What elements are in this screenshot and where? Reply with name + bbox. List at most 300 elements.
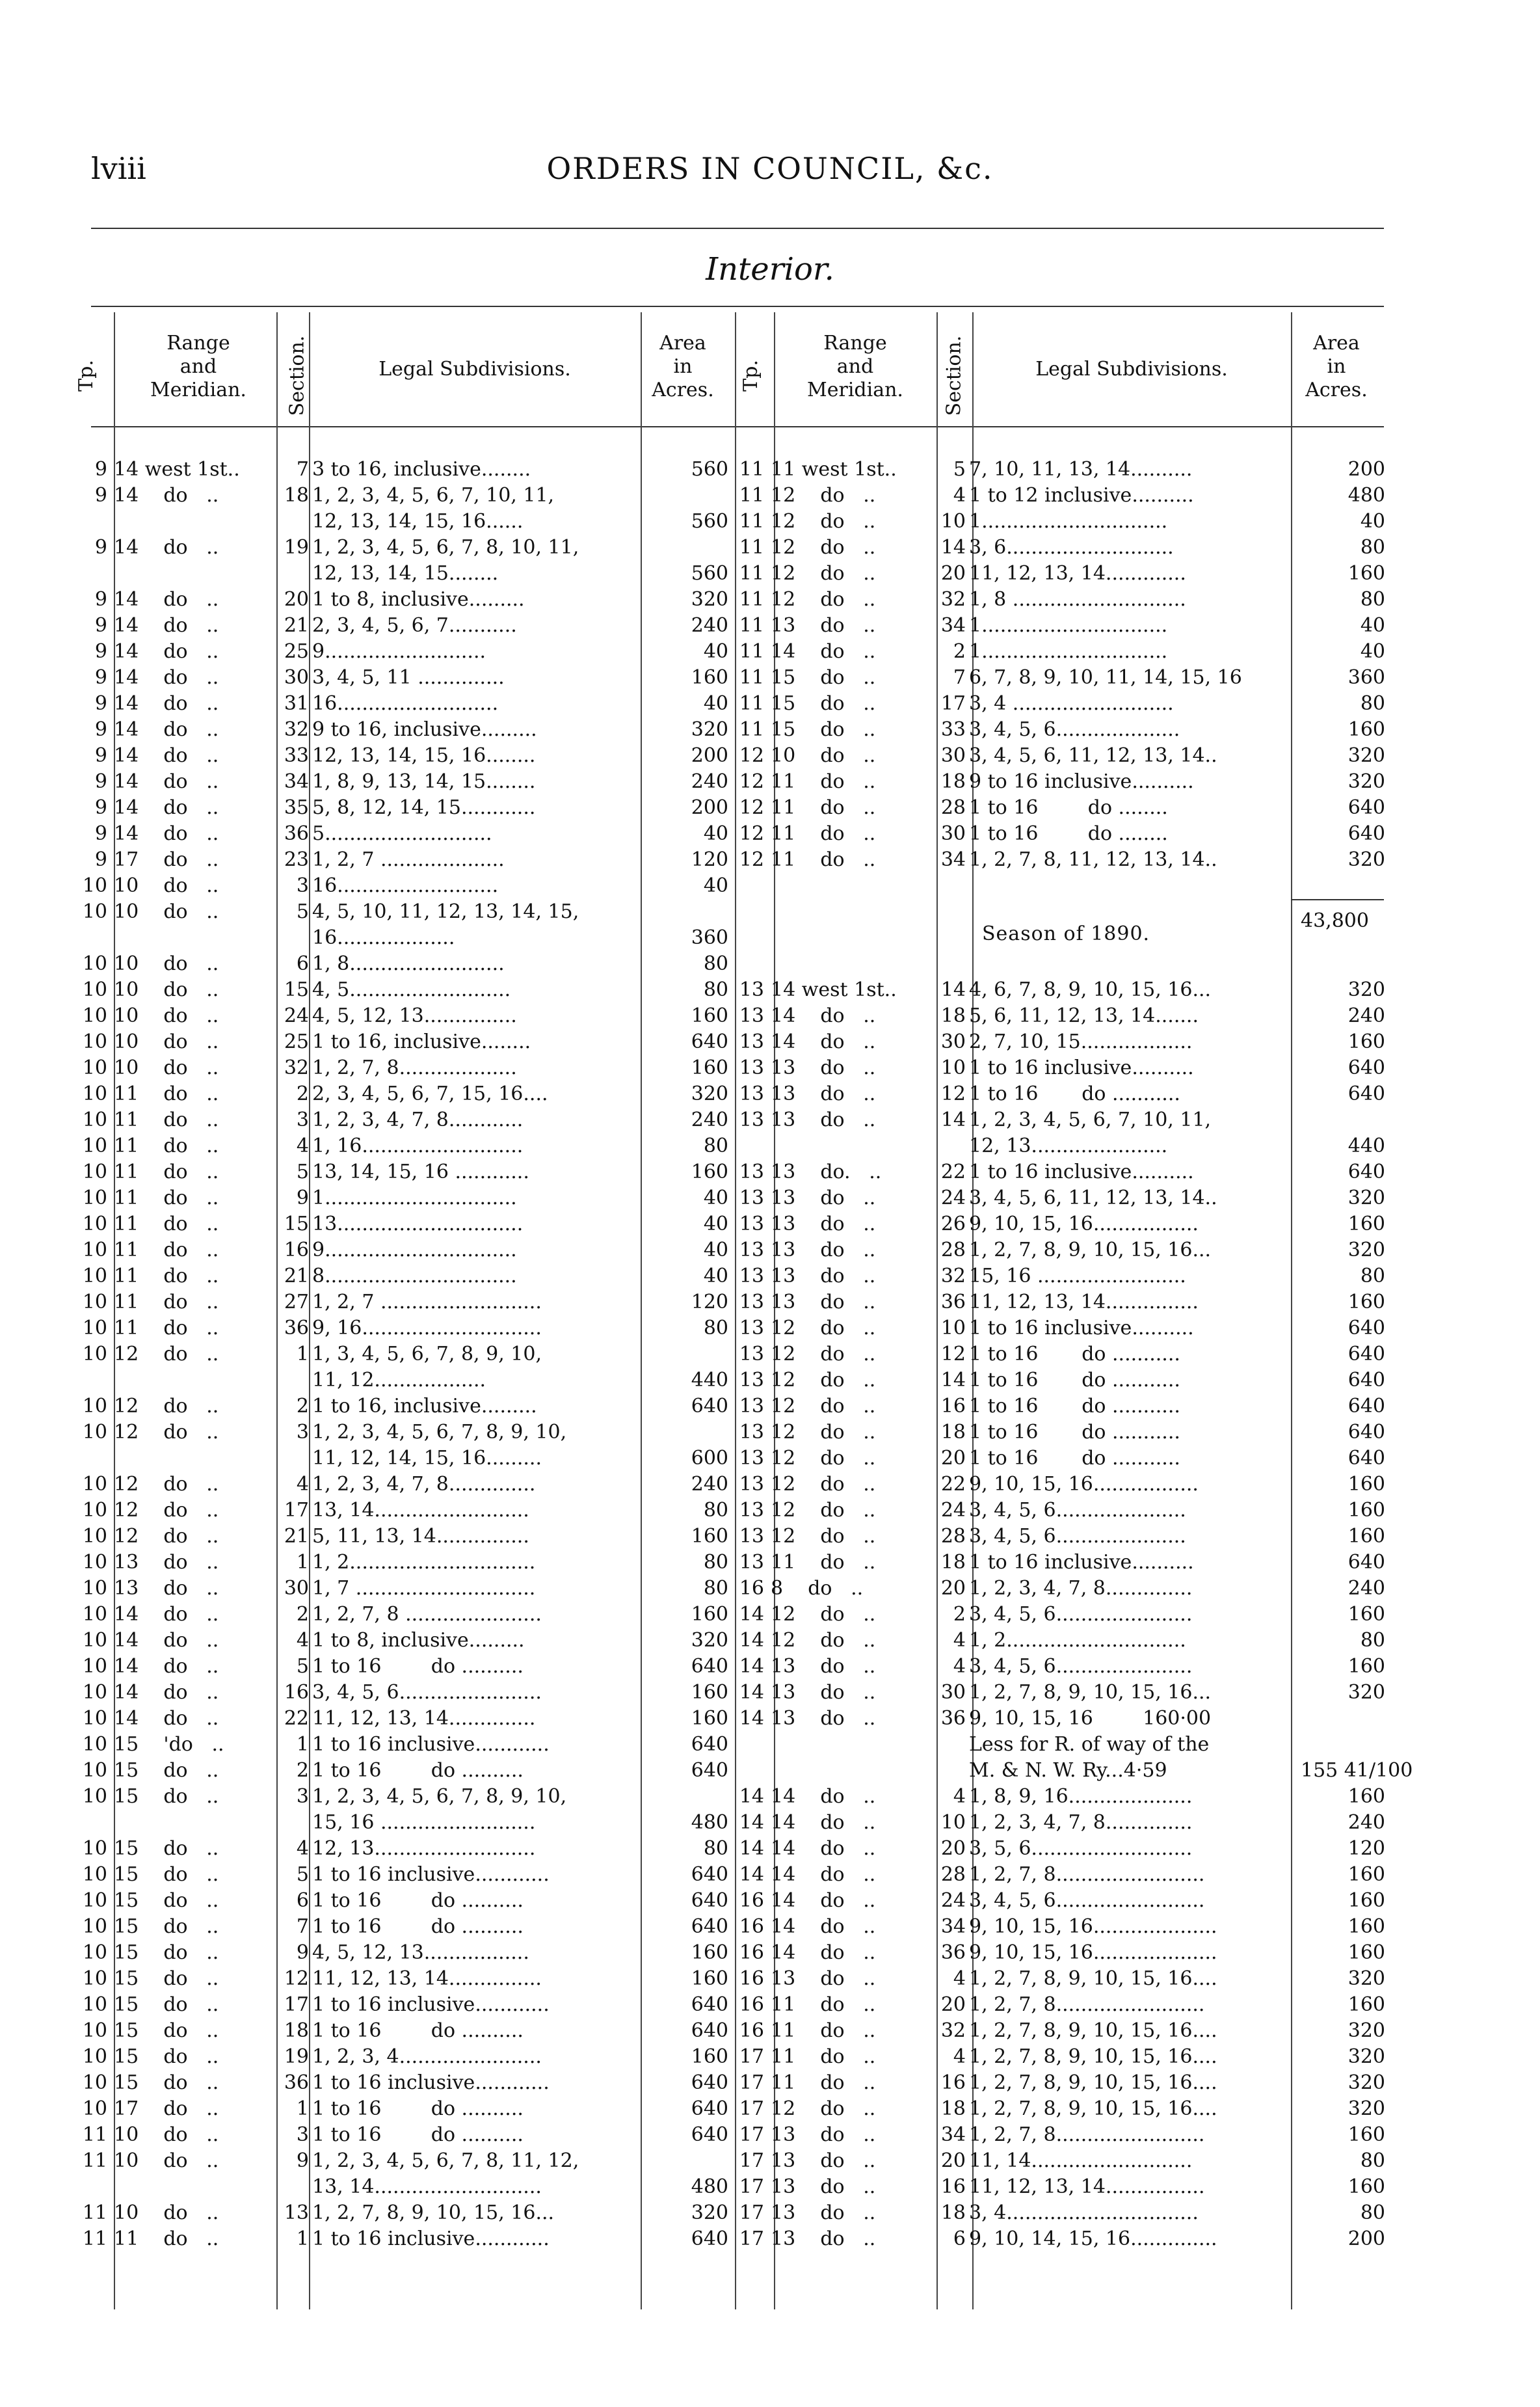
legal-subdivisions-cell: 2, 7, 10, 15.................. <box>969 1030 1193 1053</box>
area-cell: 40 <box>1360 640 1385 663</box>
tp-cell: 11 <box>739 536 764 559</box>
legal-subdivisions-cell: 1 to 16 do .......... <box>312 1889 524 1912</box>
legal-subdivisions-cell: 4, 5.......................... <box>312 978 511 1001</box>
range-cell: 15 do .. <box>771 666 876 689</box>
area-cell: 40 <box>703 1239 728 1261</box>
tp-cell: 16 <box>739 1941 764 1964</box>
range-cell: 15 do .. <box>114 1863 219 1886</box>
tp-cell: 9 <box>94 718 107 741</box>
range-cell: 12 do .. <box>771 1603 876 1626</box>
range-cell: 10 do .. <box>114 2149 219 2172</box>
range-cell: 11 do .. <box>114 1291 219 1313</box>
section-cell: 4 <box>296 1135 309 1157</box>
table-row <box>741 1341 1385 1367</box>
area-cell: 640 <box>1348 1447 1385 1470</box>
range-cell: 14 do .. <box>114 1629 219 1652</box>
range-cell: 14 do .. <box>771 640 876 663</box>
range-cell: 15 do .. <box>114 1837 219 1860</box>
area-cell: 640 <box>1348 796 1385 819</box>
section-cell: 22 <box>940 1473 966 1496</box>
section-cell: 4 <box>953 1967 966 1990</box>
tp-cell: 10 <box>82 1343 107 1365</box>
table-row <box>82 1966 728 1992</box>
area-cell: 160 <box>1348 1473 1385 1496</box>
table-row <box>82 1940 728 1966</box>
tp-cell: 11 <box>82 2123 107 2146</box>
table-row <box>741 1211 1385 1237</box>
legal-subdivisions-cell: 1, 2, 7, 8, 9, 10, 15, 16.... <box>969 2019 1217 2042</box>
area-cell: 80 <box>703 952 728 975</box>
area-cell: 640 <box>691 1030 728 1053</box>
legal-subdivisions-cell: 1, 2............................. <box>969 1629 1186 1652</box>
range-cell: 13 do .. <box>771 2123 876 2146</box>
legal-subdivisions-cell: 3, 4............................... <box>969 2201 1199 2224</box>
area-cell: 160 <box>691 1525 728 1548</box>
section-cell: 5 <box>296 1161 309 1183</box>
table-row <box>741 1393 1385 1419</box>
legal-subdivisions-cell: 1, 2, 3, 4, 5, 6, 7, 8, 10, 11, 12, 13, 14, 15........ <box>312 536 579 585</box>
range-cell: 14 do .. <box>114 484 219 507</box>
tp-cell: 10 <box>82 1785 107 1808</box>
table-row <box>741 2018 1385 2044</box>
table-row <box>741 587 1385 613</box>
range-cell: 11 do .. <box>771 822 876 845</box>
tp-cell: 13 <box>739 978 764 1001</box>
table-row <box>85 535 728 587</box>
table-row <box>82 1550 728 1576</box>
range-cell: 10 do .. <box>114 1056 219 1079</box>
table-row <box>741 2226 1385 2252</box>
right-header-area: Area in Acres. <box>1305 332 1368 401</box>
area-cell: 240 <box>1348 1811 1385 1834</box>
range-cell: 13 do .. <box>114 1551 219 1574</box>
section-cell: 25 <box>284 1030 309 1053</box>
range-cell: 11 do .. <box>114 1213 219 1235</box>
range-cell: 14 do .. <box>771 1030 876 1053</box>
area-cell: 80 <box>1360 2149 1385 2172</box>
section-cell: 28 <box>940 796 966 819</box>
section-cell: 30 <box>940 1030 966 1053</box>
area-cell: 640 <box>691 1863 728 1886</box>
area-cell: 160 <box>1348 2123 1385 2146</box>
table-row <box>741 665 1385 691</box>
area-cell: 320 <box>1348 1967 1385 1990</box>
section-cell: 4 <box>296 1473 309 1496</box>
range-cell: 14 do .. <box>114 796 219 819</box>
area-cell: 360 <box>1348 666 1385 689</box>
area-cell: 40 <box>703 1265 728 1287</box>
range-cell: 12 do .. <box>771 510 876 533</box>
legal-subdivisions-cell: 9, 10, 15, 16.................... <box>969 1915 1217 1938</box>
table-row <box>741 1029 1385 1055</box>
tp-cell: 16 <box>739 1967 764 1990</box>
table-row <box>82 1680 728 1706</box>
tp-cell: 10 <box>82 1707 107 1730</box>
table-row <box>741 1367 1385 1393</box>
area-cell: 640 <box>691 2071 728 2094</box>
area-cell: 320 <box>1348 2019 1385 2042</box>
range-cell: 10 do .. <box>114 2201 219 2224</box>
table-header-rule <box>91 426 1384 427</box>
table-row <box>741 1055 1385 1081</box>
range-cell: 14 do .. <box>114 1707 219 1730</box>
table-row <box>741 1081 1385 1107</box>
tp-cell: 17 <box>739 2045 764 2068</box>
header-rule <box>91 228 1384 229</box>
area-cell: 640 <box>691 1759 728 1782</box>
area-cell: 640 <box>1348 1421 1385 1444</box>
legal-subdivisions-cell: 16.......................... <box>312 692 499 715</box>
legal-subdivisions-cell: 1, 7 ............................. <box>312 1577 536 1600</box>
range-cell: 13 do. .. <box>771 1161 882 1183</box>
legal-subdivisions-cell: 1 to 16 inclusive............ <box>312 1733 550 1756</box>
table-row <box>82 1211 728 1237</box>
legal-subdivisions-cell: 1, 2, 3, 4, 7, 8.............. <box>312 1473 536 1496</box>
legal-subdivisions-cell: 11, 12, 13, 14............. <box>969 562 1186 585</box>
table-row <box>85 717 728 743</box>
legal-subdivisions-cell: 1 to 16 inclusive............ <box>312 2071 550 2094</box>
section-cell: 18 <box>284 484 309 507</box>
legal-subdivisions-cell: 9, 10, 14, 15, 16.............. <box>969 2227 1217 2250</box>
area-cell: 120 <box>691 848 728 871</box>
section-cell: 4 <box>953 1785 966 1808</box>
legal-subdivisions-cell: 1 to 16 inclusive............ <box>312 2227 550 2250</box>
right-header-tp: Tp. <box>739 360 762 392</box>
range-cell: 11 do .. <box>114 1317 219 1339</box>
tp-cell: 11 <box>739 562 764 585</box>
area-cell: 600 <box>691 1447 728 1470</box>
table-row <box>741 795 1385 821</box>
legal-subdivisions-cell: 3, 5, 6.......................... <box>969 1837 1193 1860</box>
tp-cell: 10 <box>82 2019 107 2042</box>
table-row <box>82 1628 728 1654</box>
area-cell: 160 <box>1348 1213 1385 1235</box>
legal-subdivisions-cell: 1 to 16 inclusive.......... <box>969 1551 1194 1574</box>
range-cell: 15 do .. <box>114 1889 219 1912</box>
legal-subdivisions-cell: 3, 4 .......................... <box>969 692 1174 715</box>
range-cell: 11 do .. <box>771 2045 876 2068</box>
legal-subdivisions-cell: 7, 10, 11, 13, 14.......... <box>969 458 1193 481</box>
table-row <box>82 1315 728 1341</box>
section-cell: 34 <box>284 770 309 793</box>
legal-subdivisions-cell: 8............................... <box>312 1265 517 1287</box>
section-cell: 16 <box>940 2175 966 2198</box>
section-cell: 24 <box>940 1499 966 1522</box>
left-header-tp: Tp. <box>74 360 98 392</box>
area-cell: 160 <box>1348 1941 1385 1964</box>
tp-cell: 14 <box>739 1837 764 1860</box>
table-row <box>741 1446 1385 1472</box>
table-row <box>82 1836 728 1862</box>
legal-subdivisions-cell: 4, 5, 12, 13................. <box>312 1941 529 1964</box>
area-cell: 320 <box>691 718 728 741</box>
tp-cell: 10 <box>82 1317 107 1339</box>
area-cell: 240 <box>1348 1004 1385 1027</box>
section-cell: 34 <box>940 1915 966 1938</box>
table-row <box>741 1784 1385 1810</box>
range-cell: 14 do .. <box>114 666 219 689</box>
table-row <box>82 1185 728 1211</box>
tp-cell: 14 <box>739 1811 764 1834</box>
tp-cell: 9 <box>94 666 107 689</box>
table-row <box>741 1602 1385 1628</box>
range-cell: 14 do .. <box>114 744 219 767</box>
section-cell: 30 <box>940 744 966 767</box>
legal-subdivisions-cell: 12, 13.......................... <box>312 1837 536 1860</box>
table-row <box>82 1472 728 1498</box>
legal-subdivisions-cell: 1, 2, 7, 8, 11, 12, 13, 14.. <box>969 848 1217 871</box>
section-cell: 1 <box>296 2227 309 2250</box>
range-cell: 13 do .. <box>771 1187 876 1209</box>
table-row <box>85 457 728 483</box>
table-row <box>741 1289 1385 1315</box>
table-row <box>82 1341 728 1393</box>
area-cell: 640 <box>1348 1317 1385 1339</box>
range-cell: 11 do .. <box>771 1551 876 1574</box>
table-row <box>741 769 1385 795</box>
legal-subdivisions-cell: 1, 8 ............................ <box>969 588 1186 611</box>
section-cell: 34 <box>940 848 966 871</box>
table-row <box>82 1289 728 1315</box>
tp-cell: 13 <box>739 1239 764 1261</box>
legal-subdivisions-cell: 1, 2, 3, 4, 5, 6, 7, 10, 11, 12, 13...................... <box>969 1109 1212 1157</box>
tp-cell: 11 <box>739 510 764 533</box>
tp-cell: 11 <box>739 458 764 481</box>
area-cell: 40 <box>703 692 728 715</box>
area-cell: 360 <box>691 926 728 949</box>
tp-cell: 17 <box>739 2123 764 2146</box>
section-cell: 20 <box>940 1993 966 2016</box>
legal-subdivisions-cell: 16.......................... <box>312 874 499 897</box>
area-cell: 160 <box>691 1603 728 1626</box>
section-cell: 32 <box>940 588 966 611</box>
legal-subdivisions-cell: 1, 16.......................... <box>312 1135 524 1157</box>
tp-cell: 14 <box>739 1785 764 1808</box>
legal-subdivisions-cell: 1, 2, 3, 4, 7, 8............ <box>312 1109 524 1131</box>
area-cell: 160 <box>1348 1863 1385 1886</box>
table-row <box>82 873 728 899</box>
section-cell: 24 <box>940 1889 966 1912</box>
table-row <box>82 1602 728 1628</box>
tp-cell: 13 <box>739 1213 764 1235</box>
area-cell: 640 <box>691 1395 728 1418</box>
legal-subdivisions-cell: 9, 10, 15, 16.................... <box>969 1941 1217 1964</box>
area-cell: 40 <box>1360 510 1385 533</box>
tp-cell: 14 <box>739 1863 764 1886</box>
tp-cell: 10 <box>82 1967 107 1990</box>
legal-subdivisions-cell: 1, 2, 3, 4, 7, 8.............. <box>969 1811 1193 1834</box>
table-row <box>82 1784 728 1836</box>
legal-subdivisions-cell: 9, 10, 15, 16................. <box>969 1213 1199 1235</box>
area-cell: 160 <box>1348 1889 1385 1912</box>
legal-subdivisions-cell: 1, 2, 7, 8, 9, 10, 15, 16.... <box>969 2097 1217 2120</box>
section-cell: 14 <box>940 978 966 1001</box>
area-cell: 240 <box>691 1473 728 1496</box>
area-cell: 80 <box>703 1317 728 1339</box>
tp-cell: 17 <box>739 2149 764 2172</box>
table-row <box>741 1419 1385 1446</box>
range-cell: 11 do .. <box>114 1187 219 1209</box>
tp-cell: 13 <box>739 1473 764 1496</box>
range-cell: 15 do .. <box>114 2071 219 2094</box>
section-cell: 21 <box>284 614 309 637</box>
section-cell: 32 <box>284 1056 309 1079</box>
tp-cell: 11 <box>739 692 764 715</box>
range-cell: 12 do .. <box>114 1499 219 1522</box>
tp-cell: 10 <box>82 1993 107 2016</box>
section-cell: 21 <box>284 1525 309 1548</box>
area-cell: 160 <box>691 1161 728 1183</box>
area-cell: 240 <box>691 1109 728 1131</box>
section-cell: 7 <box>296 458 309 481</box>
section-cell: 6 <box>296 952 309 975</box>
tp-cell: 9 <box>94 640 107 663</box>
range-cell: 13 do .. <box>771 1213 876 1235</box>
table-row <box>741 1107 1385 1159</box>
table-row <box>741 1237 1385 1263</box>
table-row <box>741 639 1385 665</box>
section-cell: 4 <box>953 1629 966 1652</box>
range-cell: 12 do .. <box>771 1369 876 1392</box>
table-row <box>82 1003 728 1029</box>
legal-subdivisions-cell: 1 to 16 do ........... <box>969 1343 1180 1365</box>
range-cell: 15 do .. <box>114 1785 219 1808</box>
table-row <box>82 1706 728 1732</box>
legal-subdivisions-cell: 5, 8, 12, 14, 15............ <box>312 796 536 819</box>
section-cell: 30 <box>940 822 966 845</box>
table-row <box>741 1862 1385 1888</box>
range-cell: 8 do .. <box>771 1577 864 1600</box>
legal-subdivisions-cell: 15, 16 ........................ <box>969 1265 1186 1287</box>
tp-cell: 11 <box>739 718 764 741</box>
legal-subdivisions-cell: 13, 14, 15, 16 ............ <box>312 1161 529 1183</box>
table-row <box>741 1003 1385 1029</box>
tp-cell: 17 <box>739 2201 764 2224</box>
legal-subdivisions-cell: 13.............................. <box>312 1213 524 1235</box>
section-cell: 10 <box>940 510 966 533</box>
legal-subdivisions-cell: 1............................... <box>312 1187 517 1209</box>
section-total: 43,800 <box>1301 909 1369 932</box>
table-row <box>82 1055 728 1081</box>
area-cell: 160 <box>1348 1785 1385 1808</box>
range-cell: 11 do .. <box>771 770 876 793</box>
tp-cell: 14 <box>739 1681 764 1704</box>
range-cell: 17 do .. <box>114 848 219 871</box>
legal-subdivisions-cell: 1, 2, 7, 8, 9, 10, 15, 16.... <box>969 2045 1217 2068</box>
section-cell: 14 <box>940 1109 966 1131</box>
area-cell: 440 <box>1348 1135 1385 1157</box>
right-header-section: Section. <box>942 335 966 416</box>
range-cell: 13 do .. <box>771 1109 876 1131</box>
legal-subdivisions-cell: 1, 2, 3, 4, 5, 6, 7, 8, 9, 10, 15, 16 ......................... <box>312 1785 567 1834</box>
section-cell: 32 <box>940 1265 966 1287</box>
tp-cell: 12 <box>739 848 764 871</box>
table-row <box>741 1992 1385 2018</box>
table-row <box>741 535 1385 561</box>
area-cell: 120 <box>691 1291 728 1313</box>
range-cell: 12 do .. <box>771 1343 876 1365</box>
area-cell: 160 <box>1348 1993 1385 2016</box>
legal-subdivisions-cell: 1, 2, 7, 8, 9, 10, 15, 16... <box>969 1239 1212 1261</box>
tp-cell: 11 <box>739 484 764 507</box>
area-cell: 480 <box>691 2175 728 2198</box>
table-row <box>741 509 1385 535</box>
range-cell: 14 do .. <box>114 640 219 663</box>
section-cell: 12 <box>284 1967 309 1990</box>
tp-cell: 13 <box>739 1525 764 1548</box>
range-cell: 10 do .. <box>114 1004 219 1027</box>
area-cell: 160 <box>1348 718 1385 741</box>
area-cell: 200 <box>691 796 728 819</box>
area-cell: 560 <box>691 510 728 533</box>
range-cell: 11 do .. <box>114 1161 219 1183</box>
table-row <box>82 2122 728 2148</box>
area-cell: 640 <box>691 2123 728 2146</box>
table-row <box>741 2148 1385 2174</box>
legal-subdivisions-cell: 1 to 16 do .......... <box>312 2097 524 2120</box>
area-cell: 40 <box>703 640 728 663</box>
section-cell: 26 <box>940 1213 966 1235</box>
tp-cell: 10 <box>82 1030 107 1053</box>
range-cell: 12 do .. <box>114 1473 219 1496</box>
legal-subdivisions-cell: 11, 12, 13, 14............... <box>312 1967 542 1990</box>
legal-subdivisions-cell: 3, 6........................... <box>969 536 1174 559</box>
range-cell: 17 do .. <box>114 2097 219 2120</box>
area-cell: 160 <box>1348 1603 1385 1626</box>
tp-cell: 9 <box>94 848 107 871</box>
section-cell: 16 <box>284 1239 309 1261</box>
range-cell: 12 do .. <box>771 1629 876 1652</box>
area-cell: 80 <box>703 1551 728 1574</box>
area-cell: 40 <box>1360 614 1385 637</box>
section-cell: 7 <box>953 666 966 689</box>
area-cell: 640 <box>1348 1056 1385 1079</box>
tp-cell: 10 <box>82 978 107 1001</box>
legal-subdivisions-cell: 1, 2, 7, 8, 9, 10, 15, 16.... <box>969 1967 1217 1990</box>
total-rule <box>1291 899 1384 900</box>
legal-subdivisions-cell: 1, 2, 7, 8 ...................... <box>312 1603 542 1626</box>
legal-subdivisions-cell: 1, 8, 9, 16.................... <box>969 1785 1193 1808</box>
legal-subdivisions-cell: 5, 11, 13, 14............... <box>312 1525 529 1548</box>
section-cell: 18 <box>940 2097 966 2120</box>
area-cell: 160 <box>1348 1655 1385 1678</box>
legal-subdivisions-cell: 1 to 16 do ........... <box>969 1369 1180 1392</box>
section-cell: 31 <box>284 692 309 715</box>
tp-cell: 16 <box>739 1577 764 1600</box>
section-cell: 18 <box>940 770 966 793</box>
section-cell: 18 <box>940 1004 966 1027</box>
range-cell: 11 do .. <box>771 2019 876 2042</box>
area-cell: 560 <box>691 562 728 585</box>
area-cell: 200 <box>1348 458 1385 481</box>
range-cell: 14 do .. <box>771 1004 876 1027</box>
legal-subdivisions-cell: 1, 2, 7, 8, 9, 10, 15, 16.... <box>969 2071 1217 2094</box>
section-subtitle: Interior. <box>706 251 834 288</box>
area-cell: 440 <box>691 1369 728 1392</box>
range-cell: 13 do .. <box>114 1577 219 1600</box>
legal-subdivisions-cell: 1 to 8, inclusive......... <box>312 588 525 611</box>
section-cell: 2 <box>296 1395 309 1418</box>
legal-subdivisions-cell: 2, 3, 4, 5, 6, 7........... <box>312 614 517 637</box>
range-cell: 12 do .. <box>771 1499 876 1522</box>
table-row <box>741 743 1385 769</box>
section-cell: 2 <box>296 1759 309 1782</box>
tp-cell: 10 <box>82 1291 107 1313</box>
table-row <box>82 1237 728 1263</box>
table-row <box>741 1628 1385 1654</box>
legal-subdivisions-cell: 4, 6, 7, 8, 9, 10, 15, 16... <box>969 978 1212 1001</box>
legal-subdivisions-cell: 9, 10, 15, 16 160·00 Less for R. of way of the M. & N. W. Ry...4·59 <box>969 1707 1212 1782</box>
